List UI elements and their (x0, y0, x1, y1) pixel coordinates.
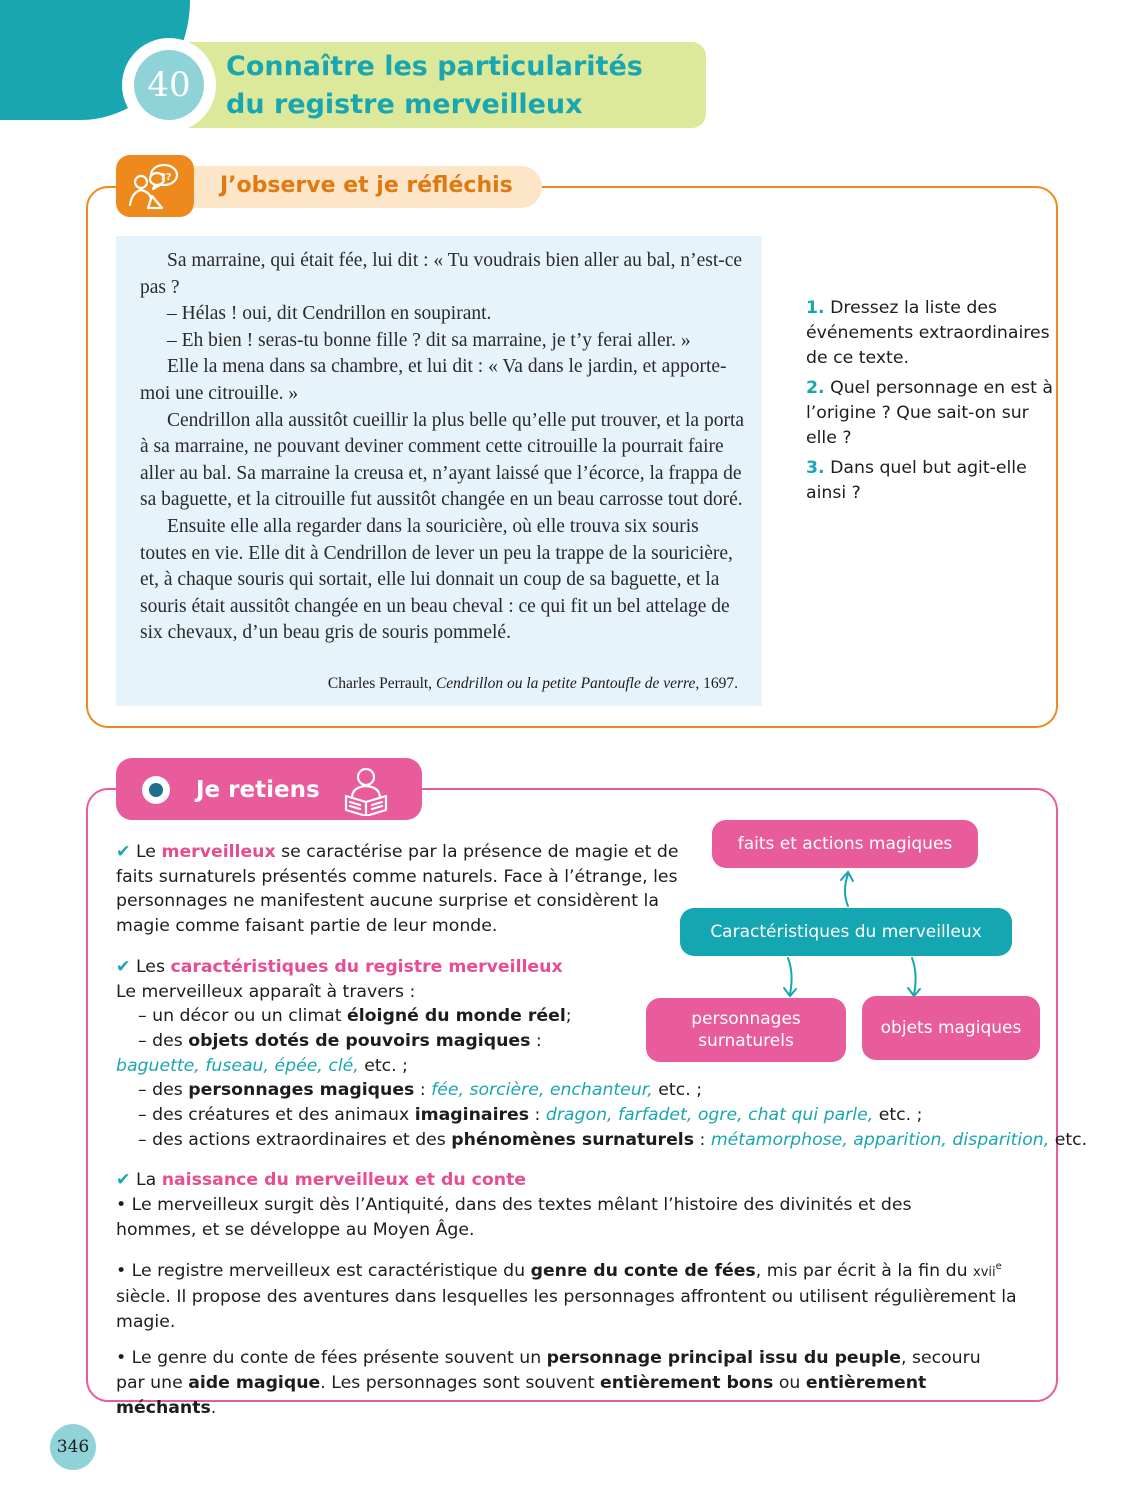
item-bold: personnages magiques (188, 1080, 415, 1101)
item-bold: objets dotés de pouvoirs magiques (188, 1030, 531, 1051)
item-text: – des actions extraordinaires et des (138, 1129, 446, 1150)
item-examples: métamorphose, apparition, disparition, (710, 1129, 1050, 1150)
excerpt-paragraph: Ensuite elle alla regarder dans la souricière, où elle trouva six souris toutes en vie. Elle dit à Cendrillon de lever un peu la trappe de la souricière, et, à chaque souris qui sortait, elle lui donnait un coup de sa baguette, et la souris était aussitôt changée en un beau cheval : ce qui fit un bel attelage de six chevaux, d’un beau gris de souris pommelé. (140, 515, 733, 644)
para-text: , mis par écrit à la fin du (755, 1260, 968, 1281)
excerpt-source (140, 673, 738, 695)
chapter-number: 40 (134, 50, 204, 120)
page-title (226, 48, 696, 124)
origin-prefix: La (135, 1170, 157, 1191)
item-punct: : (419, 1080, 426, 1101)
excerpt-paragraph: Cendrillon alla aussitôt cueillir la plus belle qu’elle put trouver, et la porta à sa marraine, ne pouvant deviner comment cette citrouille la pourrait faire aller au bal. Sa marraine la creusa et, n’ayant laissé que l’écorce, la frappa de sa baguette, et la citrouille fut aussitôt changée en un beau carrosse tout doré. (140, 409, 745, 511)
page-title-line2: du registre merveilleux (226, 89, 583, 120)
excerpt-paragraph: – Eh bien ! seras-tu bonne fille ? dit sa marraine, je t’y ferai aller. » (167, 329, 691, 351)
question-number: 1. (806, 298, 825, 318)
excerpt-paragraph: Sa marraine, qui était fée, lui dit : « Tu voudrais bien aller au bal, n’est-ce pas ? (140, 250, 743, 298)
para-bold: genre du conte de fées (530, 1260, 756, 1281)
definition-prefix: Le (135, 842, 156, 862)
definition-block (116, 840, 681, 939)
item-examples: fée, sorcière, enchanteur, (431, 1080, 653, 1101)
retiens-section-title: Je retiens (196, 777, 320, 803)
item-text: – des créatures et des animaux (138, 1105, 410, 1126)
characteristic-item (116, 1128, 1088, 1153)
item-etc: etc. ; (658, 1080, 703, 1101)
speech-bubbles-people-icon (116, 155, 194, 217)
para-text: • Le genre du conte de fées présente souvent un (116, 1348, 542, 1369)
origin-paragraph (116, 1346, 996, 1420)
characteristics-prefix: Les (135, 956, 165, 977)
bullet-dot-center (149, 783, 163, 797)
para-text: • Le registre merveilleux est caractéristique du (116, 1260, 526, 1281)
question-number: 2. (806, 378, 825, 398)
excerpt-paragraph: Elle la mena dans sa chambre, et lui dit : « Va dans le jardin, et apporte-moi une citrouille. » (140, 356, 727, 404)
check-icon: ✔ (116, 1170, 131, 1191)
item-text: – un décor ou un climat (138, 1006, 342, 1027)
question-text: Quel personnage en est à l’origine ? Que sait-on sur elle ? (806, 378, 1054, 448)
page-title-line1: Connaître les particularités (226, 51, 643, 82)
item-bold: éloigné du monde réel (347, 1006, 566, 1027)
item-punct: ; (565, 1006, 572, 1027)
svg-text:??: ?? (160, 172, 172, 183)
source-title: Cendrillon ou la petite Pantoufle de verre, (435, 675, 700, 692)
item-bold: imaginaires (414, 1105, 530, 1126)
para-text: ou (778, 1373, 801, 1394)
origin-paragraph: • Le merveilleux surgit dès l’Antiquité, dans des textes mêlant l’histoire des divinités et des hommes, et se développe au Moyen Âge. (116, 1195, 912, 1240)
item-punct: : (534, 1105, 541, 1126)
reading-person-icon (340, 764, 392, 820)
question-item (806, 296, 1054, 371)
para-text: . Les personnages sont souvent (320, 1373, 595, 1394)
definition-keyword: merveilleux (161, 842, 276, 862)
diagram-node-magic-objects: objets magiques (862, 996, 1040, 1060)
characteristic-item (116, 1103, 1036, 1128)
item-etc: etc. (1054, 1129, 1088, 1150)
para-bold: entièrement bons (600, 1373, 774, 1394)
para-bold: personnage principal issu du peuple (546, 1348, 901, 1369)
para-bold: aide magique (188, 1373, 321, 1394)
para-bold: entièrement méchants (116, 1373, 927, 1418)
characteristics-intro: Le merveilleux apparaît à travers : (116, 981, 416, 1002)
definition-text: se caractérise par la présence de magie et de faits surnaturels présentés comme naturels. Face à l’étrange, les personnages ne manifestent aucune surprise et considèrent la magie comme faisant partie de leur monde. (116, 842, 679, 937)
item-etc: etc. ; (878, 1105, 923, 1126)
excerpt-paragraph: – Hélas ! oui, dit Cendrillon en soupirant. (167, 303, 492, 325)
item-bold: phénomènes surnaturels (451, 1129, 695, 1150)
item-punct: : (535, 1030, 542, 1051)
item-text: – des (138, 1030, 183, 1051)
source-year: 1697. (703, 675, 738, 692)
observe-section-title: J’observe et je réfléchis (220, 173, 513, 198)
diagram-node-magic-actions: faits et actions magiques (712, 820, 978, 868)
para-text: , secouru par une (116, 1348, 981, 1394)
question-text: Dans quel but agit-elle ainsi ? (806, 458, 1027, 503)
questions-list (806, 296, 1054, 511)
para-text: . (210, 1397, 217, 1418)
diagram-node-supernatural-characters (646, 998, 846, 1062)
para-text: siècle. Il propose des aventures dans lesquelles les personnages affrontent ou utilisent régulièrement la magie. (116, 1287, 1017, 1332)
origin-paragraph (116, 1255, 1031, 1335)
century-suffix: e (995, 1260, 1002, 1272)
item-text: – des (138, 1080, 183, 1101)
item-examples: baguette, fuseau, épée, clé, (116, 1055, 359, 1076)
diagram-node-center: Caractéristiques du merveilleux (680, 908, 1012, 956)
excerpt-text (140, 248, 748, 647)
check-icon: ✔ (116, 842, 131, 862)
origin-keyword: naissance du merveilleux et du conte (161, 1170, 527, 1191)
question-text: Dressez la liste des événements extraordinaires de ce texte. (806, 298, 1050, 368)
item-punct: : (699, 1129, 706, 1150)
item-etc: etc. ; (364, 1055, 408, 1076)
question-item (806, 376, 1054, 451)
origin-heading (116, 1168, 1036, 1193)
page-number: 346 (50, 1424, 96, 1470)
source-author: Charles Perrault, (327, 675, 433, 692)
characteristics-keyword: caractéristiques du registre merveilleux (170, 956, 563, 977)
check-icon: ✔ (116, 956, 131, 977)
question-number: 3. (806, 458, 825, 478)
question-item (806, 456, 1054, 506)
century-numeral: xvii (973, 1264, 996, 1280)
characteristic-item (116, 1078, 1036, 1103)
diagram-node-label: personnages surnaturels (691, 1009, 801, 1051)
item-examples: dragon, farfadet, ogre, chat qui parle, (545, 1105, 874, 1126)
